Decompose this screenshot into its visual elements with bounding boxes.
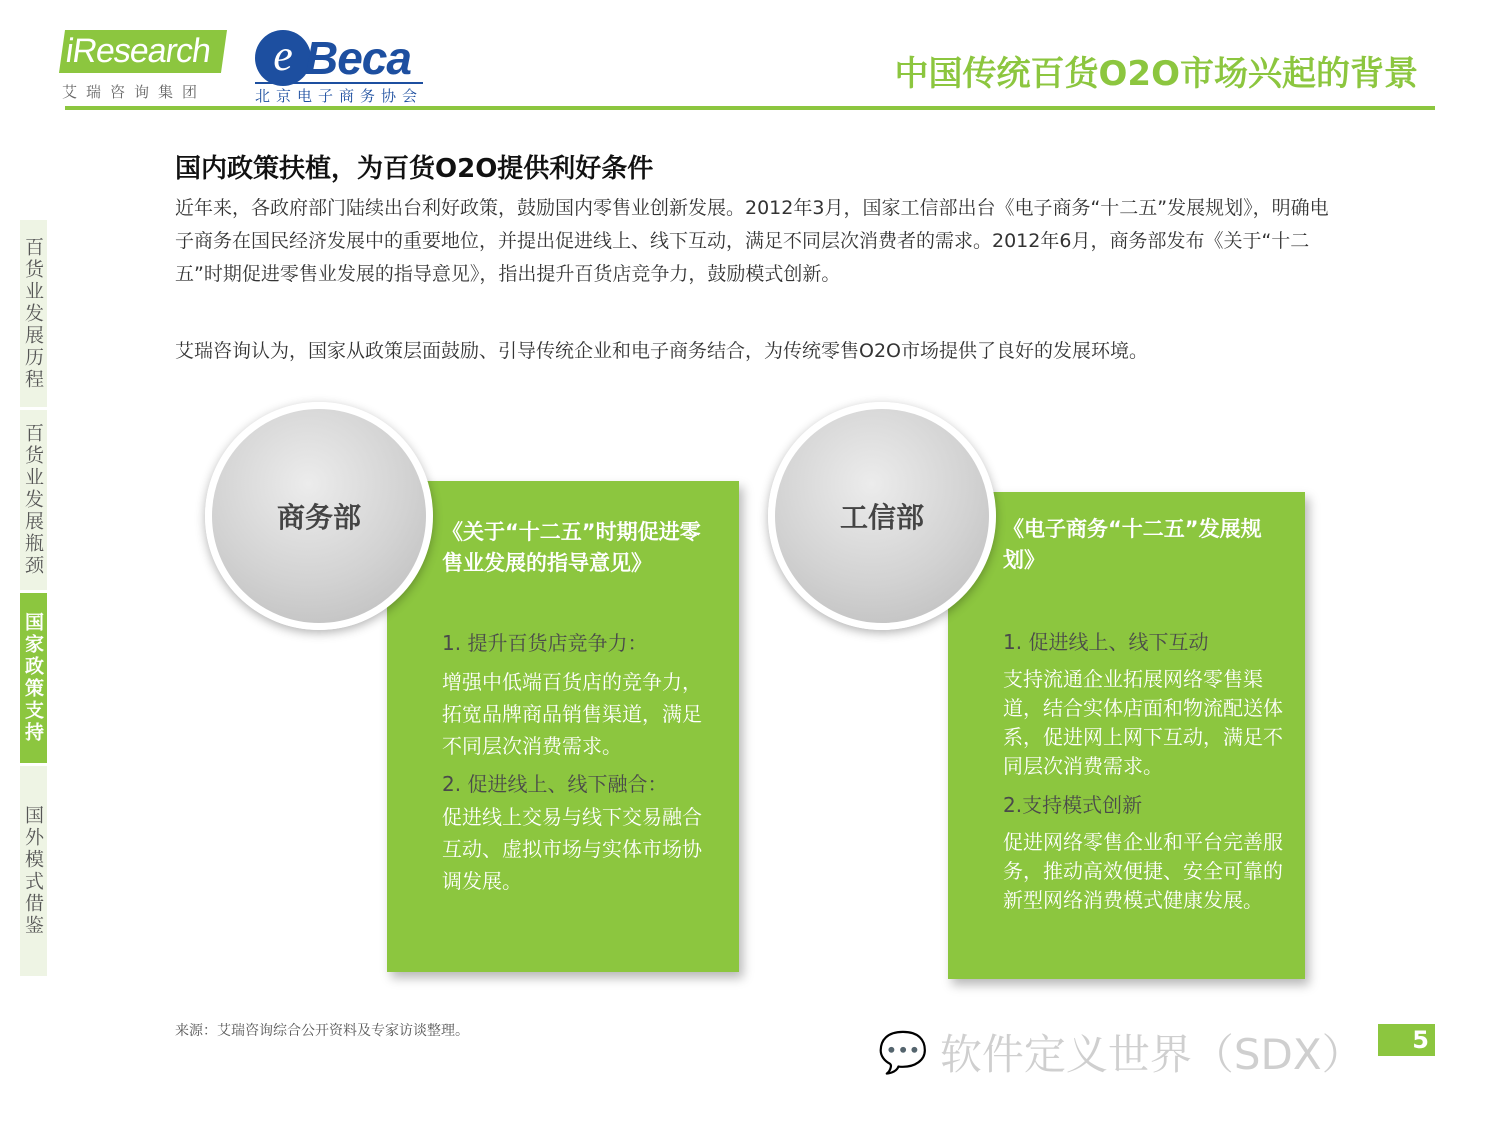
policy-card-caption: 《关于“十二五”时期促进零售业发展的指导意见》 bbox=[442, 520, 701, 575]
iresearch-logo bbox=[62, 30, 224, 102]
policy-card-miit bbox=[948, 492, 1305, 979]
iresearch-logo-word: iResearch bbox=[59, 30, 227, 73]
section-heading: 国内政策扶植，为百货O2O提供利好条件 bbox=[175, 154, 654, 184]
sidenav-item-foreign[interactable]: 国外模式借鉴 bbox=[20, 766, 47, 979]
policy-item-body: 促进网络零售企业和平台完善服务，推动高效便捷、安全可靠的新型网络消费模式健康发展。 bbox=[1003, 830, 1283, 912]
policy-item-title: 1. 提升百货店竞争力： bbox=[442, 631, 648, 655]
source-note: 来源：艾瑞咨询综合公开资料及专家访谈整理。 bbox=[175, 1023, 469, 1039]
beca-logo-cn: 北京电子商务协会 bbox=[255, 82, 423, 106]
analysis-paragraph: 艾瑞咨询认为，国家从政策层面鼓励、引导传统企业和电子商务结合，为传统零售O2O市场提供了良好的发展环境。 bbox=[175, 340, 1149, 362]
header-divider bbox=[65, 106, 1435, 110]
ministry-badge-label: 商务部 bbox=[276, 501, 361, 534]
beca-logo-mark: e bbox=[255, 30, 311, 86]
wechat-icon: 💬 bbox=[878, 1029, 928, 1076]
policy-item-title: 2.支持模式创新 bbox=[1003, 793, 1143, 817]
policy-item-title: 1. 促进线上、线下互动 bbox=[1003, 630, 1209, 654]
intro-paragraph: 近年来，各政府部门陆续出台利好政策，鼓励国内零售业创新发展。2012年3月，国家工信部出台《电子商务“十二五”发展规划》，明确电子商务在国民经济发展中的重要地位，并提出促进线上、线下互动，满足不同层次消费者的需求。2012年6月，商务部发布《关于“十二五”时期促进零售业发展的指导意见》，指出提升百货店竞争力，鼓励模式创新。 bbox=[175, 197, 1329, 285]
policy-item-body: 促进线上交易与线下交易融合互动、虚拟市场与实体市场协调发展。 bbox=[442, 805, 702, 893]
policy-card-caption: 《电子商务“十二五”发展规划》 bbox=[1003, 517, 1262, 572]
beca-logo bbox=[255, 30, 423, 106]
watermark-text: 软件定义世界（SDX） bbox=[939, 1030, 1364, 1079]
sidenav-item-history[interactable]: 百货业发展历程 bbox=[20, 220, 47, 410]
page-title: 中国传统百货O2O市场兴起的背景 bbox=[894, 54, 1418, 94]
policy-item-body: 支持流通企业拓展网络零售渠道，结合实体店面和物流配送体系，促进网上网下互动，满足不同层次消费需求。 bbox=[1003, 667, 1283, 778]
beca-logo-word: Beca bbox=[305, 32, 411, 84]
watermark bbox=[878, 1022, 1364, 1082]
ministry-badge-label: 工信部 bbox=[839, 501, 924, 534]
page-number-box bbox=[1378, 1024, 1435, 1056]
policy-item-body: 增强中低端百货店的竞争力，拓宽品牌商品销售渠道，满足不同层次消费需求。 bbox=[442, 670, 702, 758]
page-number: 5 bbox=[1412, 1026, 1429, 1054]
section-sidenav bbox=[20, 220, 63, 979]
ministry-badge-miit bbox=[768, 402, 996, 630]
policy-item-title: 2. 促进线上、线下融合： bbox=[442, 772, 668, 796]
policy-card-commerce bbox=[387, 481, 739, 972]
sidenav-item-policy[interactable]: 国家政策支持 bbox=[20, 593, 47, 766]
iresearch-logo-cn: 艾瑞咨询集团 bbox=[62, 83, 207, 101]
ministry-badge-commerce bbox=[205, 402, 433, 630]
sidenav-item-bottleneck[interactable]: 百货业发展瓶颈 bbox=[20, 410, 47, 593]
